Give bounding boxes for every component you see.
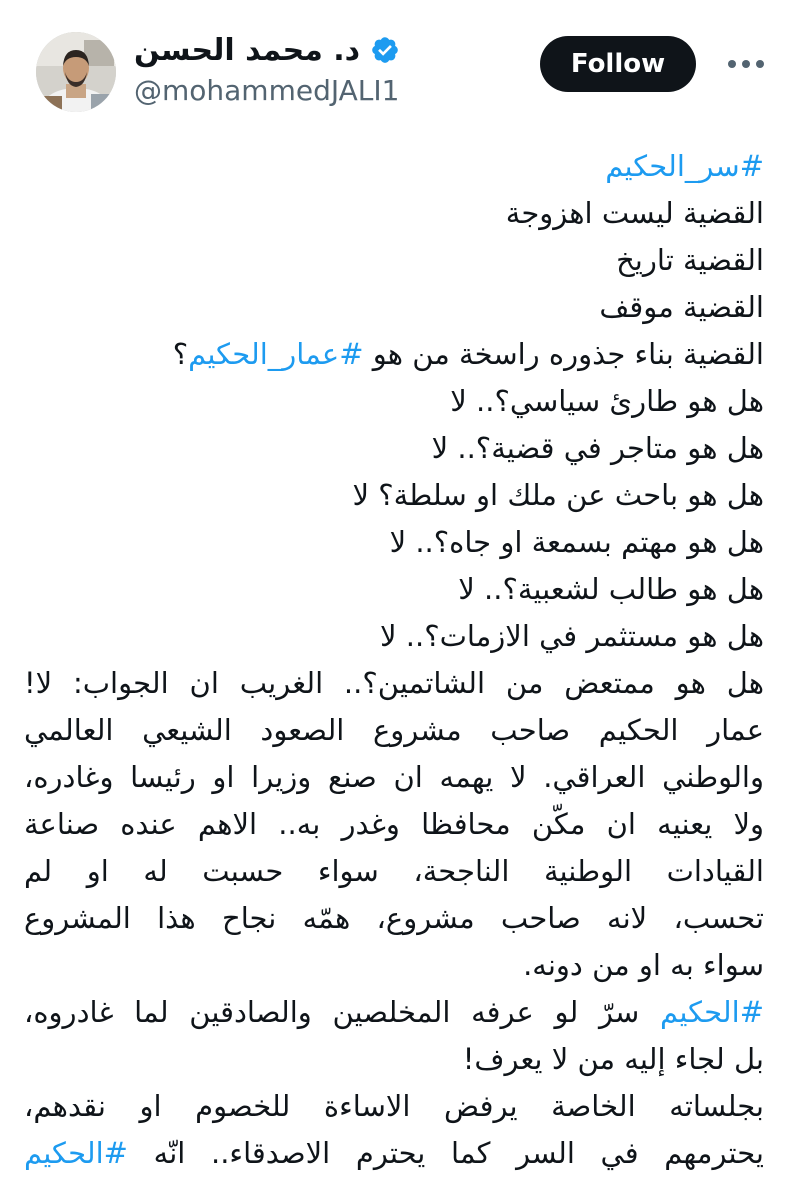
tweet-text-segment: هل هو ممتعض من الشاتمين؟.. الغريب ان الجواب: لا!: [24, 666, 764, 700]
tweet-text-segment: سرّ لو عرفه المخلصين والصادقين لما غادروه،: [24, 995, 661, 1029]
display-name[interactable]: د. محمد الحسن: [134, 32, 361, 68]
tweet-line: [24, 895, 764, 942]
tweet-line: [24, 660, 764, 707]
tweet-line: [24, 1036, 764, 1083]
tweet-text-segment: هل هو مستثمر في الازمات؟.. لا: [380, 619, 764, 653]
tweet-line: [24, 190, 764, 237]
tweet-line: [24, 989, 764, 1036]
tweet-line: [24, 284, 764, 331]
tweet-text-segment: بل لجاء إليه من لا يعرف!: [462, 1042, 764, 1076]
more-options-icon[interactable]: [728, 48, 764, 80]
tweet-text-segment: عمار الحكيم صاحب مشروع الصعود الشيعي العالمي: [24, 713, 764, 747]
verified-badge-icon: [370, 35, 400, 65]
tweet-text-segment: والوطني العراقي. لا يهمه ان صنع وزيرا او رئيسا وغادره،: [24, 760, 764, 794]
hashtag-link[interactable]: #عمار_الحكيم: [188, 337, 364, 371]
tweet-line: [24, 519, 764, 566]
avatar[interactable]: [36, 32, 116, 112]
tweet-text-segment: القضية ليست اهزوجة: [505, 196, 764, 230]
author-handle[interactable]: @mohammedJALI1: [134, 74, 400, 107]
tweet-line: [24, 425, 764, 472]
tweet-line: [24, 566, 764, 613]
tweet-text-segment: ولا يعنيه ان مكّن محافظا وغدر به.. الاهم عنده صناعة: [24, 807, 764, 841]
tweet-text-segment: هل هو مهتم بسمعة او جاه؟.. لا: [389, 525, 764, 559]
tweet-line: [24, 707, 764, 754]
tweet-text-segment: بجلساته الخاصة يرفض الاساءة للخصوم او نقدهم،: [24, 1089, 764, 1123]
tweet-text-segment: هل هو طارئ سياسي؟.. لا: [450, 384, 764, 418]
hashtag-link[interactable]: #الحكيم: [24, 1136, 128, 1170]
tweet-line: [24, 848, 764, 895]
tweet-text-segment: يحترمهم في السر كما يحترم الاصدقاء.. انّه: [127, 1136, 764, 1170]
tweet-line: [24, 801, 764, 848]
tweet-text-segment: القيادات الوطنية الناجحة، سواء حسبت له او لم: [24, 854, 764, 888]
hashtag-link[interactable]: #سر_الحكيم: [605, 149, 764, 183]
tweet-header: [0, 0, 786, 130]
tweet-line: [24, 143, 764, 190]
tweet-line: [24, 378, 764, 425]
tweet-text-segment: سواء به او من دونه.: [523, 948, 764, 982]
tweet-line: [24, 331, 764, 378]
tweet-text-segment: هل هو باحث عن ملك او سلطة؟ لا: [352, 478, 764, 512]
dot: [742, 60, 750, 68]
tweet-line: [24, 237, 764, 284]
tweet-line: [24, 613, 764, 660]
tweet-line: [24, 1130, 764, 1177]
tweet-text-segment: هل هو متاجر في قضية؟.. لا: [431, 431, 764, 465]
tweet-line: [24, 1083, 764, 1130]
tweet-line: [24, 472, 764, 519]
tweet-text-segment: ؟: [172, 337, 189, 371]
dot: [728, 60, 736, 68]
tweet-text-segment: القضية تاريخ: [616, 243, 764, 277]
dot: [756, 60, 764, 68]
profile-photo-icon: [36, 32, 116, 112]
tweet-text-segment: تحسب، لانه صاحب مشروع، همّه نجاح هذا المشروع: [24, 901, 764, 935]
author-name-row: [134, 30, 400, 70]
tweet-text-segment: هل هو طالب لشعبية؟.. لا: [458, 572, 764, 606]
follow-button[interactable]: Follow: [540, 36, 696, 92]
tweet-text-segment: القضية بناء جذوره راسخة من هو: [363, 337, 764, 371]
tweet-line: [24, 942, 764, 989]
hashtag-link[interactable]: #الحكيم: [660, 995, 764, 1029]
tweet-text: [24, 143, 764, 1177]
tweet-text-segment: القضية موقف: [599, 290, 764, 324]
tweet-line: [24, 754, 764, 801]
